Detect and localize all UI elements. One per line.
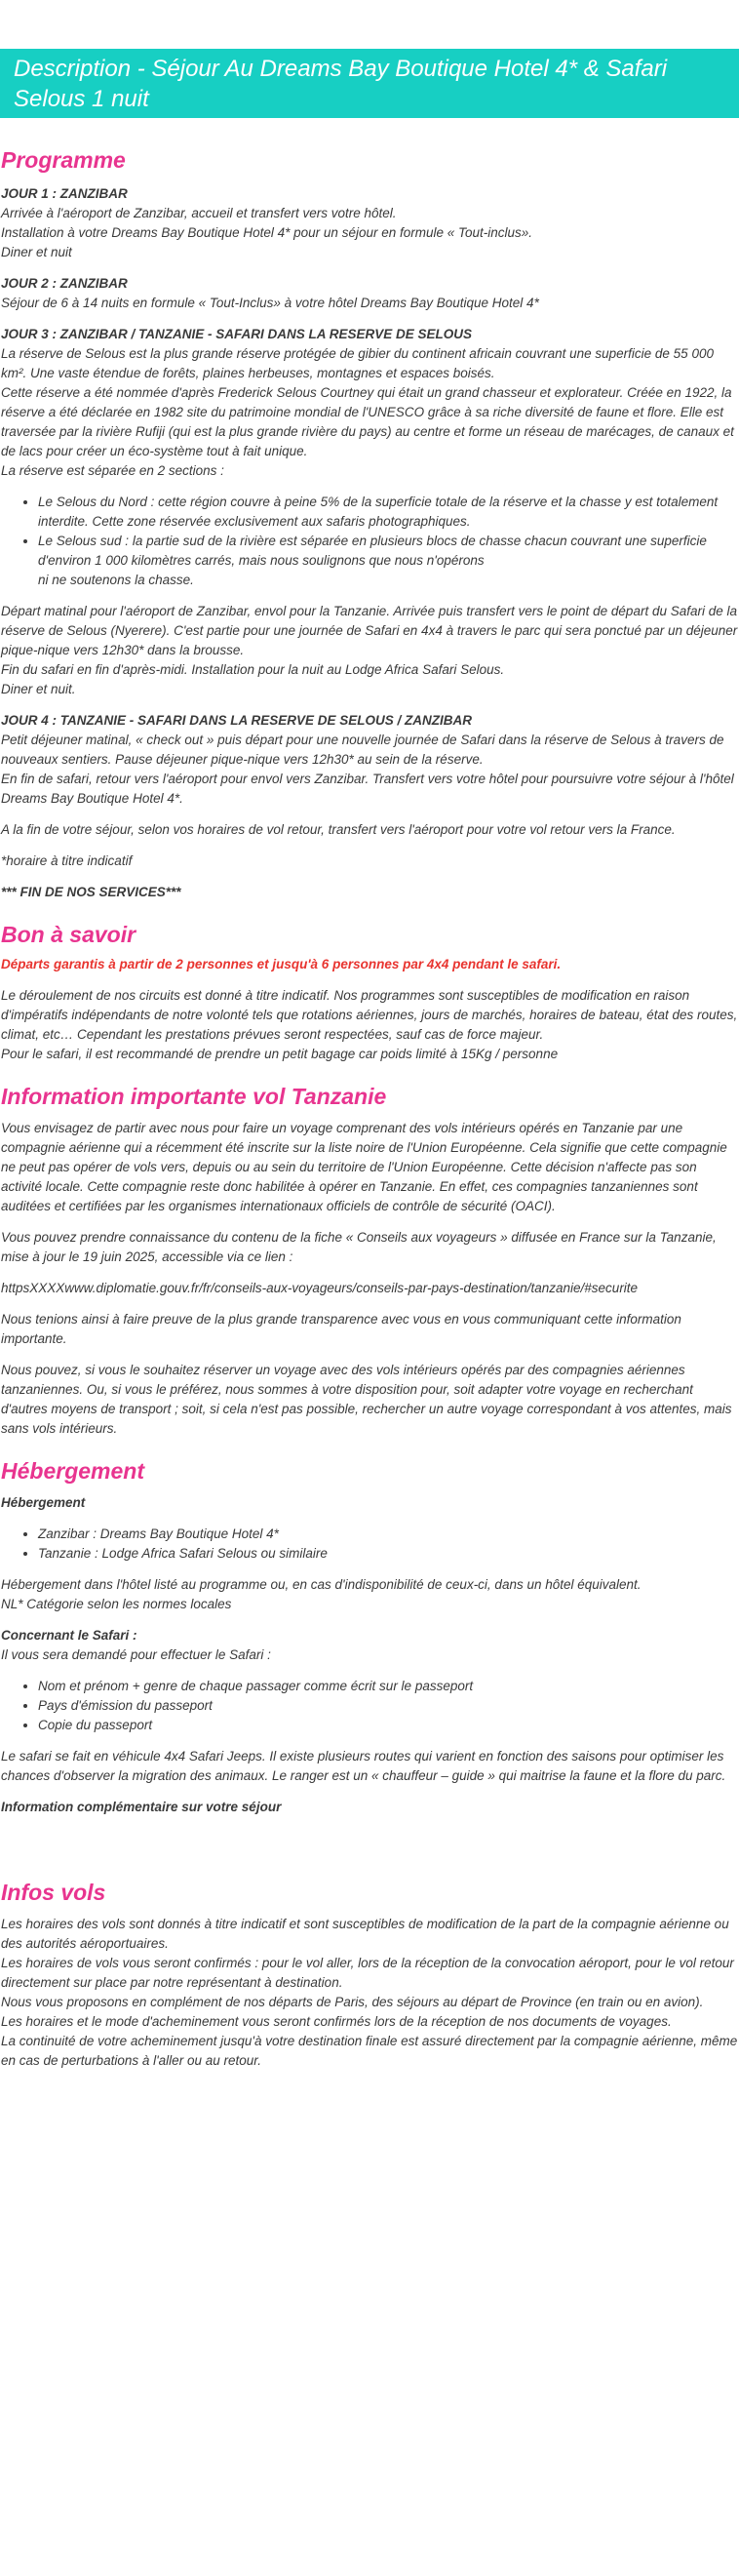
infos-vols-heading: Infos vols	[1, 1880, 106, 1905]
list-item: • Copie du passeport	[38, 1716, 739, 1735]
bon-a-savoir-heading: Bon à savoir	[1, 922, 136, 947]
guaranteed-departures-alert: Départs garantis à partir de 2 personnes et jusqu'à 6 personnes par 4x4 pendant le safari.	[1, 957, 562, 971]
list-item: • Nom et prénom + genre de chaque passager comme écrit sur le passeport	[38, 1677, 739, 1696]
safari-intro: Il vous sera demandé pour effectuer le Safari :	[1, 1647, 271, 1662]
vols-line: Les horaires des vols sont donnés à titre indicatif et sont susceptibles de modification de la part de la compagnie aérienne ou des autorités aéroportuaires.	[1, 1917, 729, 1951]
day3-paragraph: Fin du safari en fin d'après-midi. Installation pour la nuit au Lodge Africa Safari Selous.	[1, 662, 505, 677]
info-paragraph: Nous tenions ainsi à faire preuve de la plus grande transparence avec vous en vous communiquant cette information importante.	[1, 1312, 681, 1346]
day4-title: JOUR 4 : TANZANIE - SAFARI DANS LA RESERVE DE SELOUS / ZANZIBAR	[1, 713, 473, 728]
list-item: • Le Selous du Nord : cette région couvre à peine 5% de la superficie totale de la réserve et la chasse y est totalement interdite. Cette zone réservée exclusivement aux safaris photographiques.	[38, 493, 739, 532]
hotels-list	[1, 1525, 739, 1564]
safari-title: Concernant le Safari :	[1, 1628, 137, 1643]
list-item: • Le Selous sud : la partie sud de la rivière est séparée en plusieurs blocs de chasse chacun couvrant une superficie d'environ 1 000 kilomètres carrés, mais nous soulignons que nous n'opérons	[38, 532, 739, 571]
hebergement-heading: Hébergement	[1, 1458, 144, 1484]
bon-paragraph: Pour le safari, il est recommandé de prendre un petit bagage car poids limité à 15Kg / personne	[1, 1047, 559, 1061]
main-content	[0, 118, 739, 2071]
selous-sections-list	[1, 493, 739, 590]
day2-title: JOUR 2 : ZANZIBAR	[1, 276, 128, 291]
day1-line: Installation à votre Dreams Bay Boutique Hotel 4* pour un séjour en formule « Tout-inclus».	[1, 225, 533, 240]
day2-line: Séjour de 6 à 14 nuits en formule « Tout-Inclus» à votre hôtel Dreams Bay Boutique Hotel 4*	[1, 296, 539, 310]
schedule-note: *horaire à titre indicatif	[1, 853, 133, 868]
day4-paragraph: Petit déjeuner matinal, « check out » puis départ pour une nouvelle journée de Safari dans la réserve de Selous à travers de nouveaux sentiers. Pause déjeuner pique-nique vers 12h30* au sein de la réserve.	[1, 733, 724, 767]
page	[0, 49, 739, 2071]
day3-paragraph: Diner et nuit.	[1, 682, 76, 696]
day3-paragraph: Départ matinal pour l'aéroport de Zanzibar, envol pour la Tanzanie. Arrivée puis transfert vers le point de départ du Safari de la réserve de Selous (Nyerere). C'est partie pour une journée de Safari en 4x4 à travers le parc qui sera ponctué par un déjeuner pique-nique vers 12h30* dans la brousse.	[1, 604, 738, 657]
info-paragraph: Nous pouvez, si vous le souhaitez réserver un voyage avec des vols intérieurs opérés par des compagnies aériennes tanzaniennes. Ou, si vous le préférez, nous sommes à votre disposition pour, soit adapter votre voyage en recherchant d'autres moyens de transport ; soit, si cela n'est pas possible, rechercher un autre voyage correspondant à vos attentes, mais sans vols intérieurs.	[1, 1363, 732, 1436]
info-paragraph: Vous pouvez prendre connaissance du contenu de la fiche « Conseils aux voyageurs » diffusée en France sur la Tanzanie, mise à jour le 19 juin 2025, accessible via ce lien :	[1, 1230, 717, 1264]
day3-paragraph: La réserve est séparée en 2 sections :	[1, 463, 224, 478]
day4-paragraph: En fin de safari, retour vers l'aéroport pour envol vers Zanzibar. Transfert vers votre hôtel pour poursuivre votre séjour à l'hôtel Dreams Bay Boutique Hotel 4*.	[1, 772, 734, 806]
safari-paragraph: Le safari se fait en véhicule 4x4 Safari Jeeps. Il existe plusieurs routes qui varient en fonction des saisons pour optimiser les chances d'observer la migration des animaux. Le ranger est un « chauffeur – guide » qui maitrise la faune et la flore du parc.	[1, 1749, 726, 1783]
list-item: • Pays d'émission du passeport	[38, 1696, 739, 1716]
hebergement-subtitle: Hébergement	[1, 1495, 86, 1510]
list-item: • Tanzanie : Lodge Africa Safari Selous ou similaire	[38, 1544, 739, 1564]
page-title: Description - Séjour Au Dreams Bay Boutique Hotel 4* & Safari Selous 1 nuit	[0, 49, 739, 118]
bon-paragraph: Le déroulement de nos circuits est donné à titre indicatif. Nos programmes sont susceptibles de modification en raison d'impératifs indépendants de notre volonté tels que rotations aériennes, jours de marchés, horaires de bateau, état des routes, climat, etc… Cependant les prestations prévues seront respectées, sauf cas de force majeur.	[1, 988, 738, 1042]
day3-paragraph: La réserve de Selous est la plus grande réserve protégée de gibier du continent africain couvrant une superficie de 55 000 km². Une vaste étendue de forêts, plaines herbeuses, montagnes et espaces boisés.	[1, 346, 714, 380]
day1-line: Diner et nuit	[1, 245, 72, 259]
info-vol-heading: Information importante vol Tanzanie	[1, 1084, 387, 1109]
day3-paragraph: Cette réserve a été nommée d'après Frederick Selous Courtney qui était un grand chasseur et explorateur. Créée en 1922, la réserve a été déclarée en 1982 site du patrimoine mondial de l'UNESCO grâce à sa riche diversité de faune et flore. Elle est traversée par la rivière Rufiji (qui est la plus grande rivière du pays) au centre et forme un réseau de marécages, de canaux et de lacs pour créer un éco-système tout à fait unique.	[1, 385, 734, 458]
day1-title: JOUR 1 : ZANZIBAR	[1, 186, 128, 201]
info-paragraph: Vous envisagez de partir avec nous pour faire un voyage comprenant des vols intérieurs opérés en Tanzanie par une compagnie aérienne qui a récemment été inscrite sur la liste noire de l'Union Européenne. Cela signifie que cette compagnie ne peut pas opérer de vols vers, depuis ou au sein du territoire de l'Union Européenne. Cette décision n'affecte pas son activité locale. Cette compagnie reste donc habilitée à opérer en Tanzanie. En effet, ces compagnies tanzaniennes sont auditées et certifiées par les organismes internationaux officiels de contrôle de sécurité (OACI).	[1, 1121, 727, 1213]
vols-line: Nous vous proposons en complément de nos départs de Paris, des séjours au départ de Province (en train ou en avion).	[1, 1995, 704, 2009]
safari-requirements-list	[1, 1677, 739, 1735]
day3-title: JOUR 3 : ZANZIBAR / TANZANIE - SAFARI DANS LA RESERVE DE SELOUS	[1, 327, 473, 341]
vols-line: Les horaires et le mode d'acheminement vous seront confirmés lors de la réception de nos documents de voyages.	[1, 2014, 672, 2029]
list-item: ni ne soutenons la chasse.	[38, 573, 194, 587]
extra-info-title: Information complémentaire sur votre séjour	[1, 1800, 282, 1814]
advice-link[interactable]: httpsXXXXwww.diplomatie.gouv.fr/fr/conseils-aux-voyageurs/conseils-par-pays-destination/tanzanie/#securite	[1, 1281, 639, 1295]
vols-line: La continuité de votre acheminement jusqu'à votre destination finale est assuré directement par la compagnie aérienne, même en cas de perturbations à l'aller ou au retour.	[1, 2034, 738, 2068]
programme-heading: Programme	[1, 147, 126, 173]
end-of-services: *** FIN DE NOS SERVICES***	[1, 885, 181, 899]
end-of-stay-text: A la fin de votre séjour, selon vos horaires de vol retour, transfert vers l'aéroport pour votre vol retour vers la France.	[1, 822, 676, 837]
day1-line: Arrivée à l'aéroport de Zanzibar, accueil et transfert vers votre hôtel.	[1, 206, 397, 220]
hebergement-paragraph: NL* Catégorie selon les normes locales	[1, 1597, 232, 1611]
hebergement-paragraph: Hébergement dans l'hôtel listé au programme ou, en cas d'indisponibilité de ceux-ci, dans un hôtel équivalent.	[1, 1577, 642, 1592]
vols-line: Les horaires de vols vous seront confirmés : pour le vol aller, lors de la réception de la convocation aéroport, pour le vol retour directement sur place par notre représentant à destination.	[1, 1956, 734, 1990]
list-item: • Zanzibar : Dreams Bay Boutique Hotel 4*	[38, 1525, 739, 1544]
